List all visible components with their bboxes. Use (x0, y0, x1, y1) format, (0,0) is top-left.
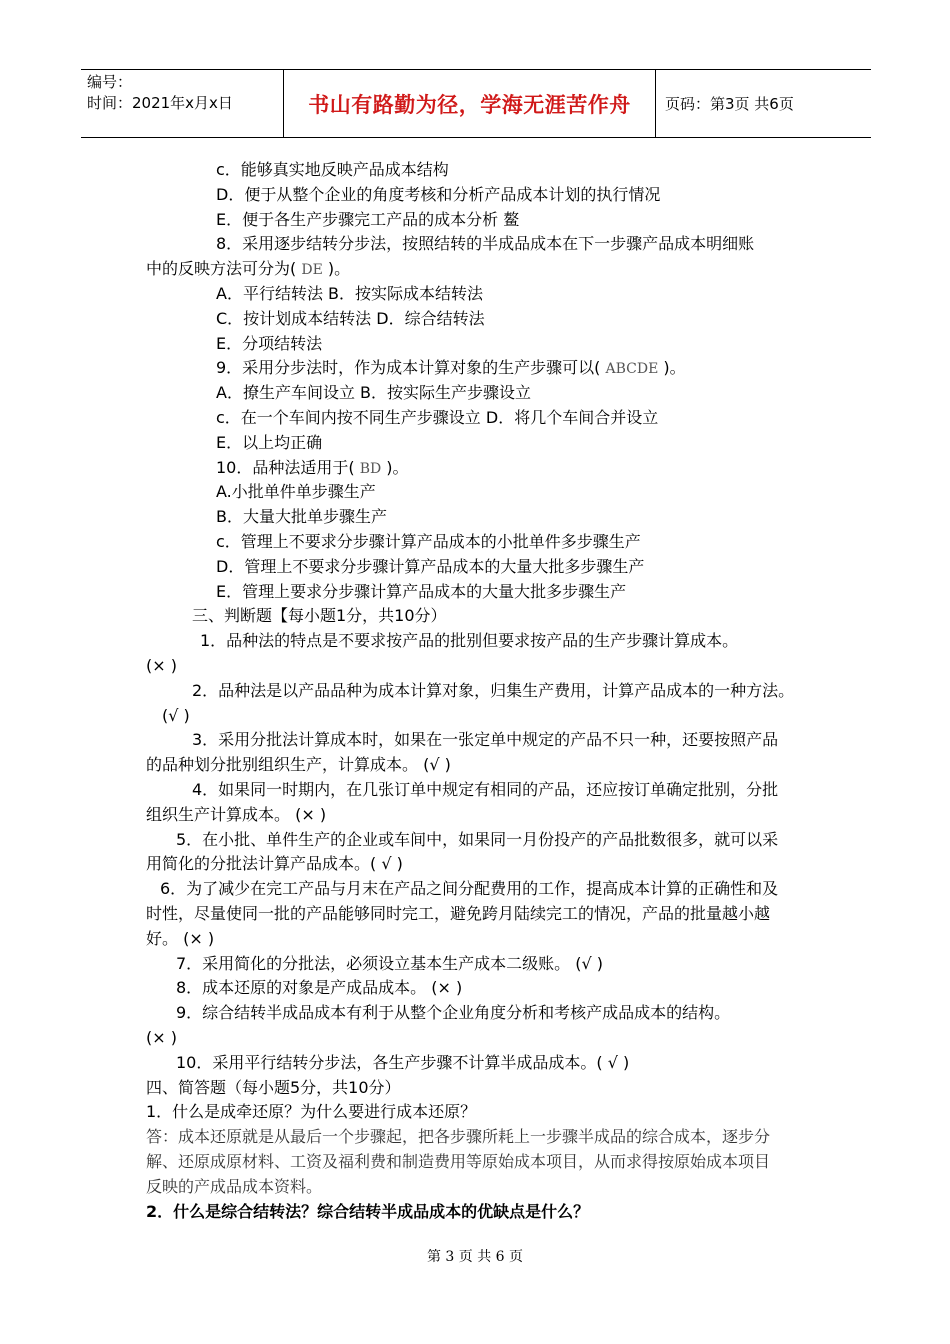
text-line: c．在一个车间内按不同生产步骤设立 D．将几个车间合并设立 (216, 408, 659, 427)
text-line: 三、判断题【每小题1分，共10分） (192, 606, 447, 625)
question-text: 10．品种法适用于( (216, 458, 360, 477)
text-line: c．管理上不要求分步骤计算产品成本的小批单件多步骤生产 (216, 532, 641, 551)
text-line: E．以上均正确 (216, 433, 323, 452)
text-line: C．按计划成本结转法 D．综合结转法 (216, 309, 485, 328)
text-line (216, 456, 409, 480)
text-line: 好。 (× ) (146, 929, 215, 948)
header-meta (81, 70, 283, 139)
text-line: 4．如果同一时期内，在几张订单中规定有相同的产品，还应按订单确定批别，分批 (192, 780, 779, 799)
header-number: 编号： (87, 73, 133, 91)
answer-value: BD (359, 461, 382, 477)
text-line: 7．采用简化的分批法，必须设立基本生产成本二级账。 (√ ) (176, 954, 604, 973)
text-line: 2．什么是综合结转法？综合结转半成品成本的优缺点是什么？ (146, 1202, 590, 1221)
question-text: 中的反映方法可分为( (146, 259, 302, 278)
text-line: 组织生产计算成本。 (× ) (146, 805, 327, 824)
text-line: 答：成本还原就是从最后一个步骤起，把各步骤所耗上一步骤半成品的综合成本，逐步分 (146, 1127, 771, 1146)
text-line: 反映的产成品成本资料。 (146, 1177, 323, 1196)
text-line: 四、简答题（每小题5分，共10分） (146, 1078, 401, 1097)
text-line: 用简化的分批法计算产品成本。( √ ) (146, 854, 403, 873)
text-line: E．分项结转法 (216, 334, 323, 353)
text-line: A．撩生产车间设立 B．按实际生产步骤设立 (216, 383, 532, 402)
text-line: A.小批单件单步骤生产 (216, 482, 376, 501)
text-line: 解、还原成原材料、工资及福利费和制造费用等原始成本项目，从而求得按原始成本项目 (146, 1152, 771, 1171)
text-line: (× ) (146, 1028, 177, 1047)
text-line: 5．在小批、单件生产的企业或车间中，如果同一月份投产的产品批数很多，就可以采 (176, 830, 779, 849)
question-text: 9．采用分步法时，作为成本计算对象的生产步骤可以( (216, 358, 606, 377)
page-header (81, 69, 871, 138)
question-text-end: )。 (322, 259, 351, 278)
text-line: 6．为了减少在完工产品与月末在产品之间分配费用的工作，提高成本计算的正确性和及 (160, 879, 779, 898)
question-text-end: )。 (658, 358, 686, 377)
header-page-label: 页码：第3页 共6页 (665, 95, 794, 113)
text-line: 10．采用平行结转分步法，各生产步骤不计算半成品成本。( √ ) (176, 1053, 630, 1072)
question-text-end: )。 (381, 458, 409, 477)
text-line: B．大量大批单步骤生产 (216, 507, 387, 526)
text-line: 3．采用分批法计算成本时，如果在一张定单中规定的产品不只一种，还要按照产品 (192, 730, 779, 749)
text-line: D．便于从整个企业的角度考核和分析产品成本计划的执行情况 (216, 185, 661, 204)
text-line (216, 356, 686, 380)
header-motto: 书山有路勤为径，学海无涯苦作舟 (283, 70, 656, 137)
answer-value: DE (301, 262, 323, 278)
text-line: 1．什么是成牵还原？为什么要进行成本还原？ (146, 1102, 477, 1121)
text-line (146, 257, 350, 281)
text-line: E．便于各生产步骤完工产品的成本分析 鳌 (216, 210, 520, 229)
answer-value: ABCDE (605, 361, 659, 377)
page-footer: 第 3 页 共 6 页 (426, 1249, 524, 1265)
text-line: 2．品种法是以产品品种为成本计算对象，归集生产费用，计算产品成本的一种方法。 (192, 681, 795, 700)
text-line: A．平行结转法 B．按实际成本结转法 (216, 284, 484, 303)
text-line: c．能够真实地反映产品成本结构 (216, 160, 449, 179)
text-line: 的品种划分批别组织生产，计算成本。 (√ ) (146, 755, 451, 774)
text-line: 8．成本还原的对象是产成品成本。 (× ) (176, 978, 463, 997)
text-line: 8．采用逐步结转分步法，按照结转的半成品成本在下一步骤产品成本明细账 (216, 234, 755, 253)
header-date: 时间：2021年x月x日 (87, 94, 233, 112)
text-line: 9．综合结转半成品成本有利于从整个企业角度分析和考核产成品成本的结构。 (176, 1003, 731, 1022)
text-line: (√ ) (162, 706, 190, 725)
text-line: E．管理上要求分步骤计算产品成本的大量大批多步骤生产 (216, 582, 627, 601)
text-line: 时性，尽量使同一批的产品能够同时完工，避免跨月陆续完工的情况，产品的批量越小越 (146, 904, 771, 923)
text-line: 1．品种法的特点是不要求按产品的批别但要求按产品的生产步骤计算成本。 (200, 631, 739, 650)
text-line: D．管理上不要求分步骤计算产品成本的大量大批多步骤生产 (216, 557, 645, 576)
text-line: (× ) (146, 656, 177, 675)
